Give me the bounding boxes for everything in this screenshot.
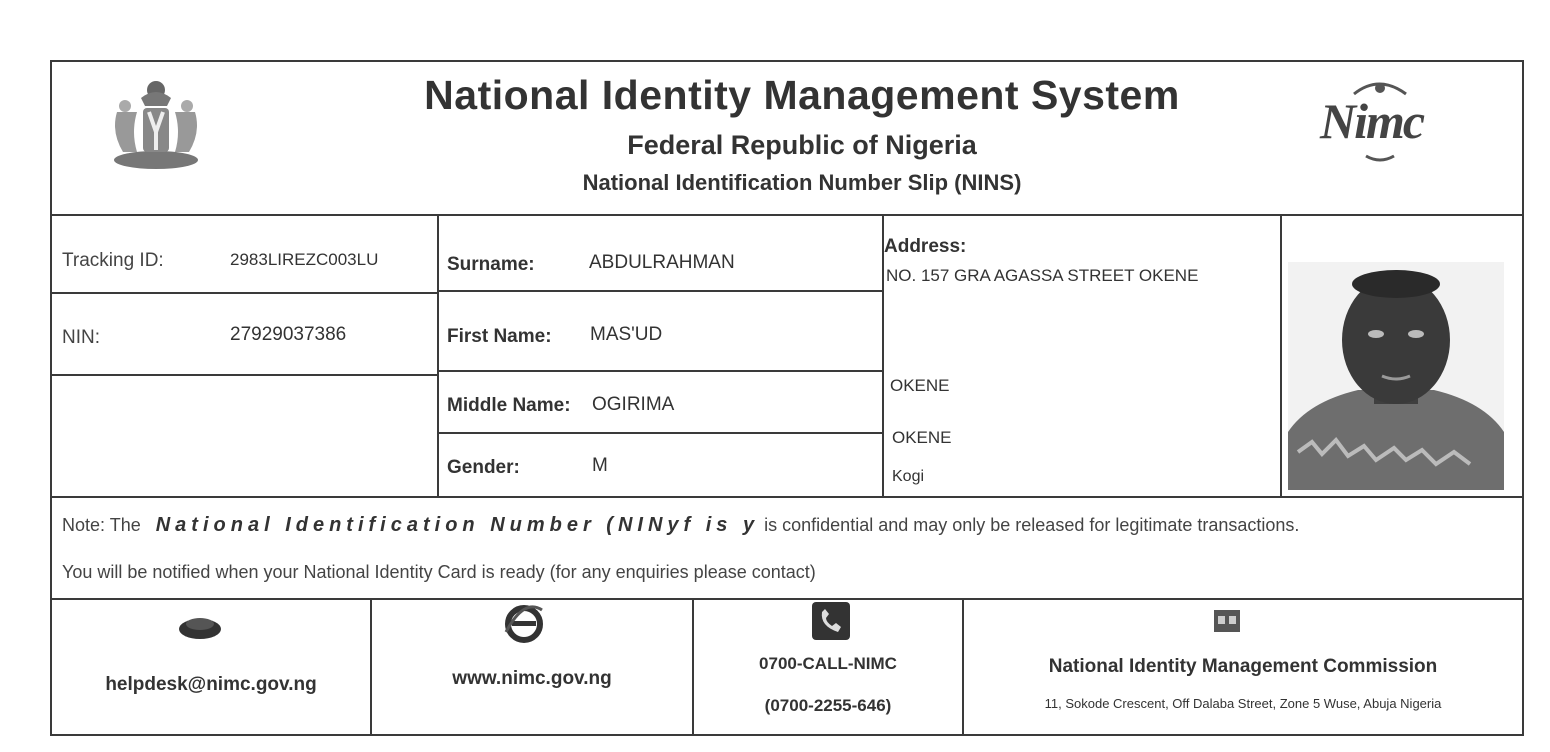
confidentiality-note	[62, 514, 1299, 537]
address-line-3: OKENE	[892, 428, 952, 447]
note-emphasis: National Identification Number (NINyf is y	[155, 514, 760, 536]
phone-number: 0700-CALL-NIMC	[759, 654, 897, 673]
divider	[439, 432, 882, 434]
country-subtitle: Federal Republic of Nigeria	[627, 130, 977, 160]
tracking-id-value: 2983LIREZC003LU	[230, 250, 379, 269]
address-label: Address:	[884, 236, 967, 257]
first-name-value: MAS'UD	[590, 324, 663, 345]
address-line-1: NO. 157 GRA AGASSA STREET OKENE	[886, 266, 1199, 285]
page-title: National Identity Management System	[424, 72, 1180, 118]
holder-photo	[1288, 262, 1504, 490]
nin-value: 27929037386	[230, 324, 347, 345]
commission-address: 11, Sokode Crescent, Off Dalaba Street, Zone 5 Wuse, Abuja Nigeria	[1044, 696, 1442, 711]
divider	[437, 216, 439, 496]
nimc-logo-text: Nimc	[1320, 93, 1424, 149]
phone-icon	[810, 600, 852, 642]
gender-value: M	[592, 455, 608, 476]
first-name-label: First Name:	[447, 326, 552, 347]
phone-number-digits: (0700-2255-646)	[764, 696, 892, 715]
divider	[52, 214, 1522, 216]
building-icon	[1212, 606, 1242, 634]
surname-value: ABDULRAHMAN	[589, 252, 735, 273]
surname-label: Surname:	[447, 254, 535, 275]
divider	[52, 374, 437, 376]
divider	[1280, 216, 1282, 496]
nin-slip	[50, 60, 1524, 736]
website-link: www.nimc.gov.ng	[452, 668, 612, 689]
note-suffix: is confidential and may only be released for legitimate transactions.	[764, 515, 1300, 535]
divider	[882, 216, 884, 496]
helpdesk-email: helpdesk@nimc.gov.ng	[105, 674, 317, 695]
middle-name-label: Middle Name:	[447, 395, 571, 416]
email-icon	[177, 614, 223, 640]
nin-label: NIN:	[62, 327, 100, 348]
coat-of-arms-icon	[97, 72, 215, 172]
divider	[52, 496, 1522, 498]
divider	[439, 290, 882, 292]
note-prefix: Note: The	[62, 515, 141, 535]
address-line-4: Kogi	[892, 468, 925, 485]
commission-name: National Identity Management Commission	[1048, 656, 1438, 677]
divider	[52, 292, 437, 294]
address-line-2: OKENE	[890, 376, 950, 395]
internet-explorer-icon	[502, 602, 546, 646]
notification-text: You will be notified when your National Identity Card is ready (for any enquiries please contact)	[62, 562, 816, 582]
divider	[52, 598, 1522, 600]
gender-label: Gender:	[447, 457, 520, 478]
middle-name-value: OGIRIMA	[592, 394, 675, 415]
slip-title: National Identification Number Slip (NINS)	[582, 170, 1022, 195]
divider	[370, 600, 372, 734]
tracking-id-label: Tracking ID:	[62, 250, 164, 271]
divider	[439, 370, 882, 372]
